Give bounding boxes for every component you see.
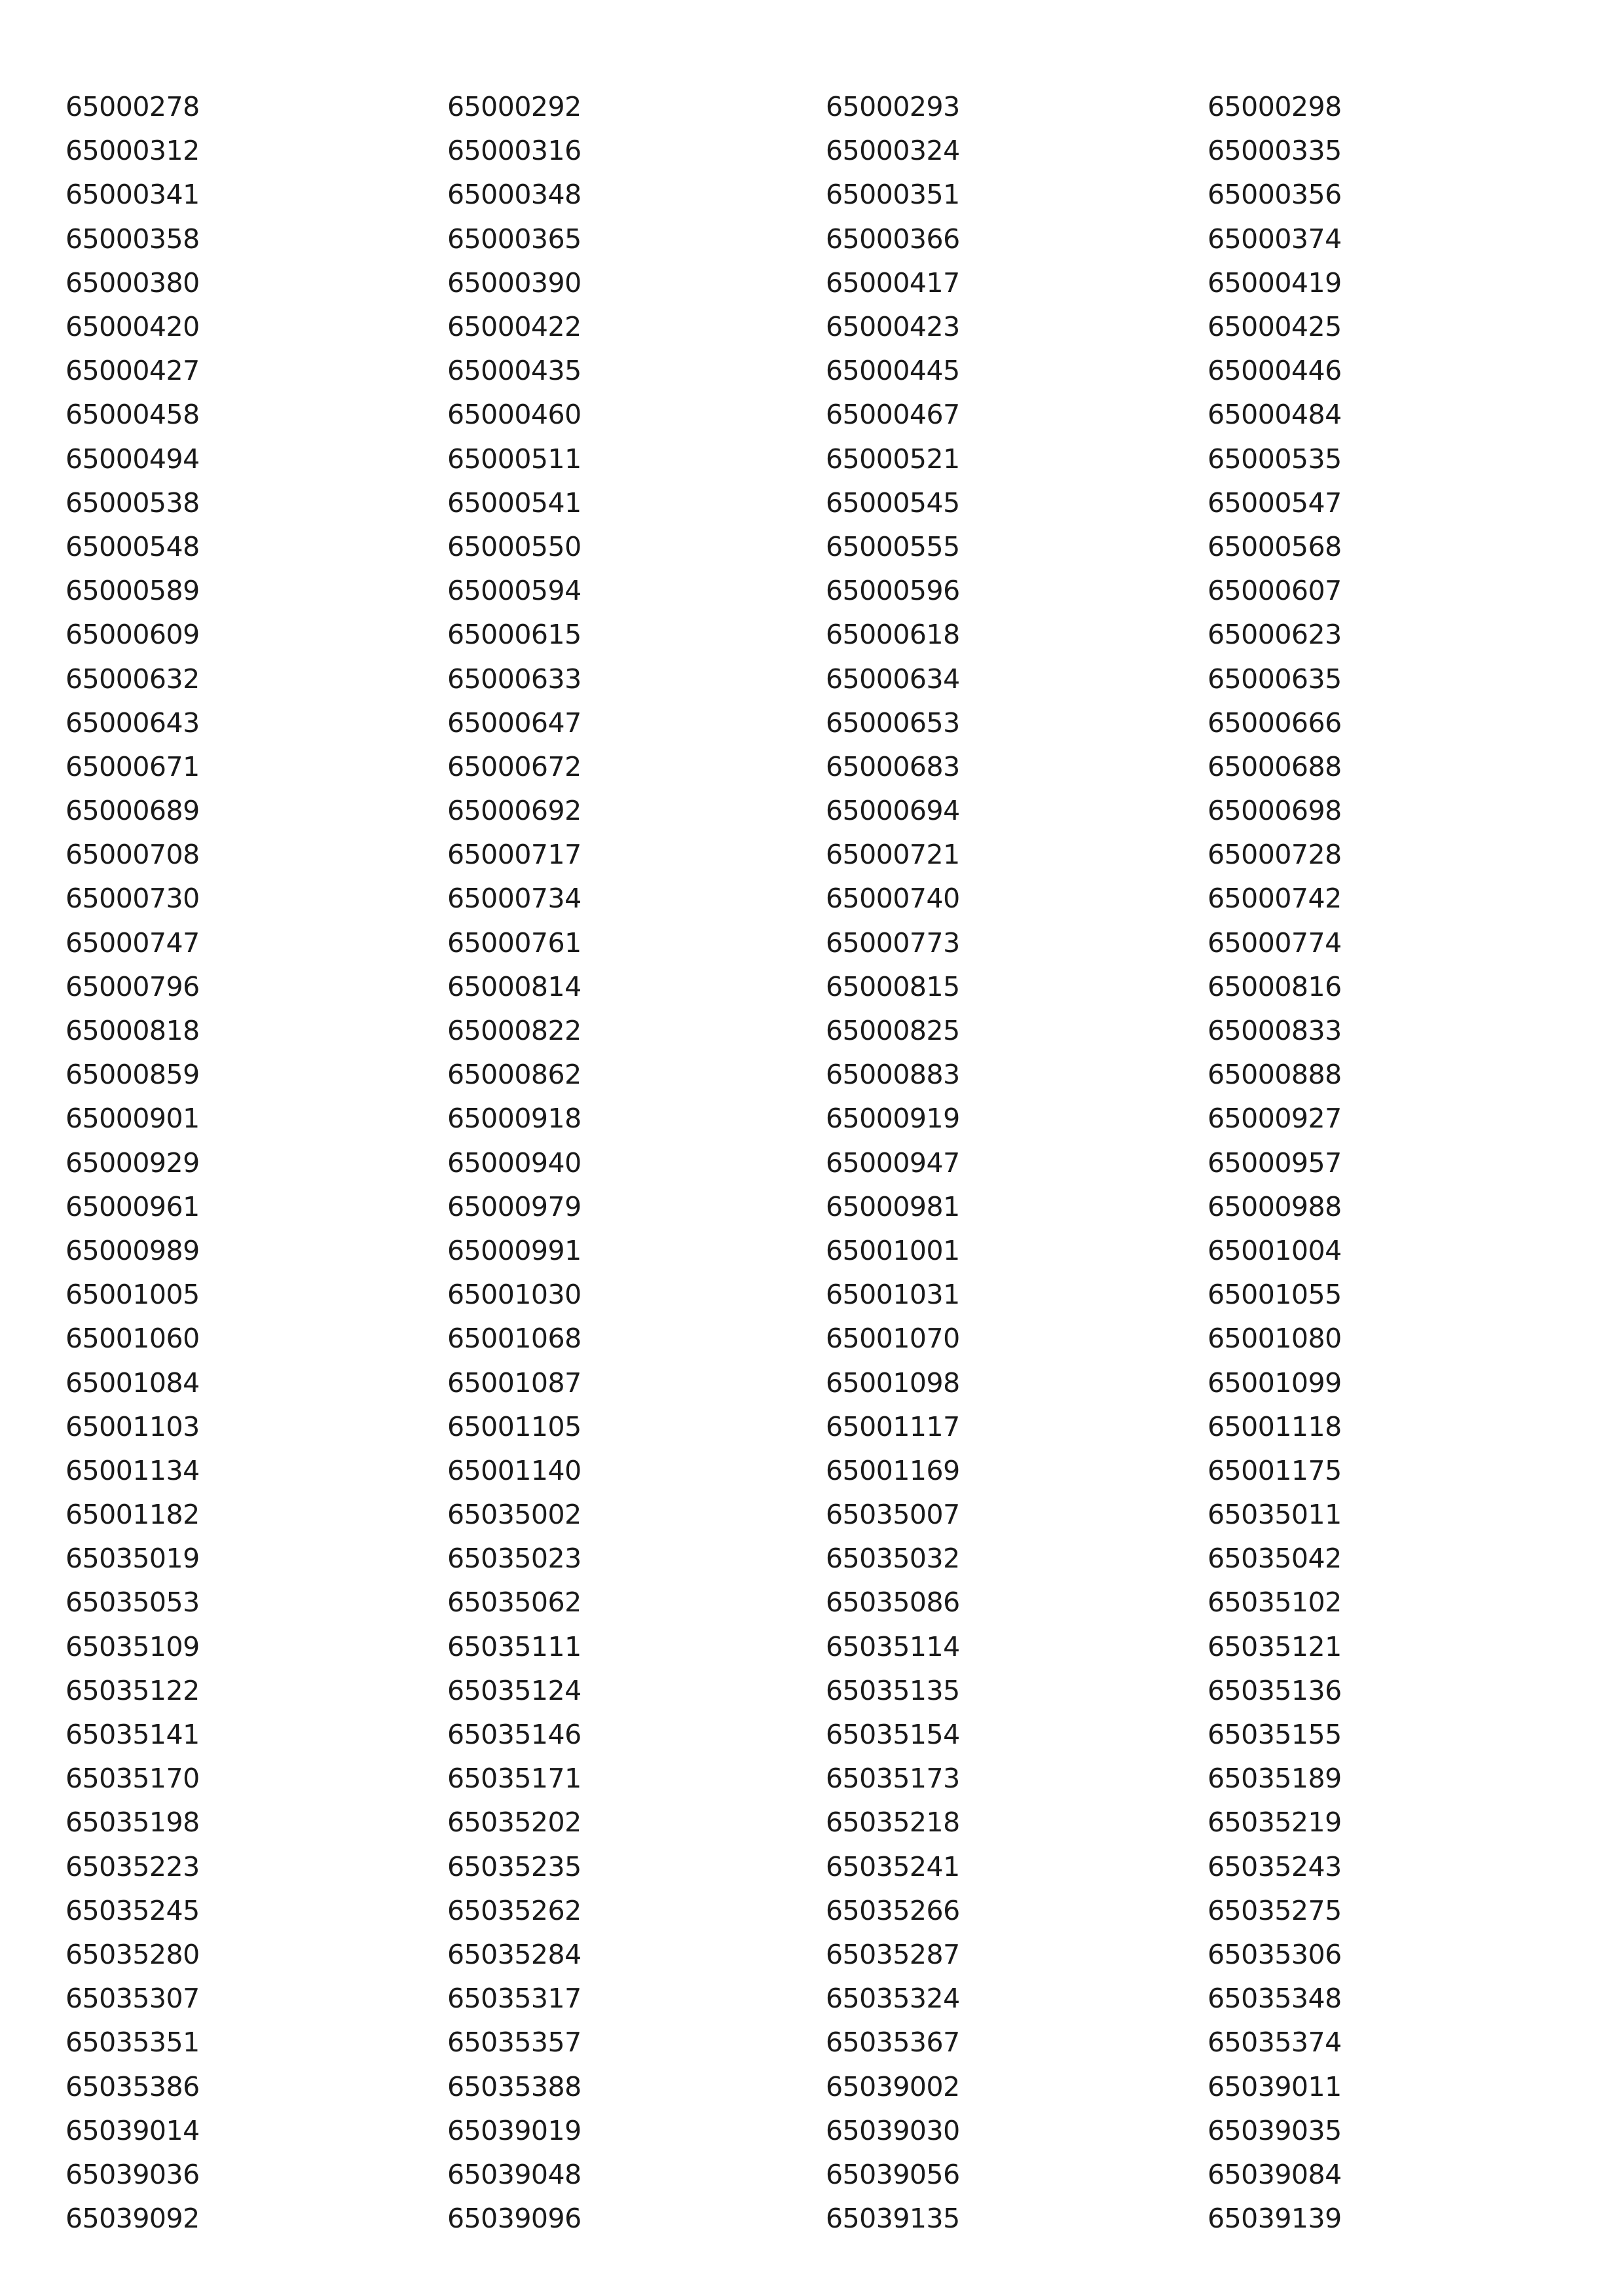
number-cell: 65001080	[1208, 1323, 1342, 1355]
number-cell: 65000589	[65, 575, 200, 607]
number-cell: 65000548	[65, 530, 200, 562]
number-cell: 65000348	[447, 179, 581, 211]
number-row	[65, 2153, 1572, 2197]
number-cell: 65035114	[826, 1630, 960, 1662]
number-cell: 65000366	[826, 223, 960, 255]
number-cell: 65035306	[1208, 1938, 1342, 1970]
number-cell: 65000341	[65, 179, 200, 211]
number-row	[65, 1801, 1572, 1845]
number-cell: 65000417	[826, 266, 960, 299]
number-cell: 65000634	[826, 663, 960, 695]
number-row	[65, 1977, 1572, 2021]
number-cell: 65035086	[826, 1587, 960, 1619]
number-cell: 65000596	[826, 575, 960, 607]
number-cell: 65000883	[826, 1059, 960, 1091]
number-cell: 65001005	[65, 1279, 200, 1311]
number-cell: 65000494	[65, 443, 200, 475]
number-cell: 65000689	[65, 795, 200, 827]
number-row	[65, 2021, 1572, 2065]
number-cell: 65000435	[447, 355, 581, 387]
number-cell: 65001105	[447, 1410, 581, 1442]
number-row	[65, 877, 1572, 921]
number-cell: 65001175	[1208, 1454, 1342, 1486]
number-cell: 65035102	[1208, 1587, 1342, 1619]
number-cell: 65000568	[1208, 530, 1342, 562]
number-row	[65, 921, 1572, 965]
number-cell: 65000365	[447, 223, 581, 255]
number-row	[65, 1229, 1572, 1273]
number-cell: 65000888	[1208, 1059, 1342, 1091]
number-cell: 65000818	[65, 1015, 200, 1047]
number-cell: 65035218	[826, 1807, 960, 1839]
number-row	[65, 1361, 1572, 1405]
number-cell: 65000708	[65, 839, 200, 871]
number-cell: 65035324	[826, 1983, 960, 2015]
number-cell: 65000991	[447, 1234, 581, 1266]
number-cell: 65000683	[826, 750, 960, 782]
number-cell: 65000535	[1208, 443, 1342, 475]
number-cell: 65000989	[65, 1234, 200, 1266]
number-cell: 65001134	[65, 1454, 200, 1486]
number-cell: 65000460	[447, 399, 581, 431]
number-row	[65, 965, 1572, 1009]
number-cell: 65000607	[1208, 575, 1342, 607]
number-row	[65, 1273, 1572, 1317]
number-cell: 65000947	[826, 1147, 960, 1179]
number-cell: 65035223	[65, 1850, 200, 1882]
number-cell: 65000446	[1208, 355, 1342, 387]
number-row	[65, 833, 1572, 877]
number-cell: 65035351	[65, 2027, 200, 2059]
number-row	[65, 85, 1572, 129]
number-cell: 65000423	[826, 311, 960, 343]
number-cell: 65035307	[65, 1983, 200, 2015]
number-cell: 65000647	[447, 707, 581, 739]
number-cell: 65000721	[826, 839, 960, 871]
number-cell: 65000833	[1208, 1015, 1342, 1047]
number-cell: 65000730	[65, 883, 200, 915]
number-row	[65, 1405, 1572, 1449]
number-row	[65, 569, 1572, 613]
number-cell: 65000672	[447, 750, 581, 782]
number-cell: 65035357	[447, 2027, 581, 2059]
number-cell: 65001084	[65, 1367, 200, 1399]
number-cell: 65000312	[65, 135, 200, 167]
number-cell: 65000918	[447, 1103, 581, 1135]
number-cell: 65001055	[1208, 1279, 1342, 1311]
number-row	[65, 1493, 1572, 1537]
number-cell: 65039084	[1208, 2158, 1342, 2190]
number-cell: 65000458	[65, 399, 200, 431]
number-cell: 65035122	[65, 1674, 200, 1706]
number-cell: 65000422	[447, 311, 581, 343]
number-cell: 65000390	[447, 266, 581, 299]
number-cell: 65000796	[65, 970, 200, 1002]
number-cell: 65000734	[447, 883, 581, 915]
number-cell: 65039096	[447, 2203, 581, 2235]
number-cell: 65001001	[826, 1234, 960, 1266]
number-row	[65, 173, 1572, 217]
number-row	[65, 1757, 1572, 1801]
number-cell: 65001118	[1208, 1410, 1342, 1442]
number-cell: 65000298	[1208, 91, 1342, 123]
number-cell: 65035202	[447, 1807, 581, 1839]
number-cell: 65035135	[826, 1674, 960, 1706]
number-row	[65, 1141, 1572, 1185]
number-cell: 65000467	[826, 399, 960, 431]
number-cell: 65000427	[65, 355, 200, 387]
number-cell: 65000484	[1208, 399, 1342, 431]
number-cell: 65000293	[826, 91, 960, 123]
number-cell: 65000555	[826, 530, 960, 562]
number-row	[65, 745, 1572, 789]
number-cell: 65001004	[1208, 1234, 1342, 1266]
number-cell: 65000538	[65, 487, 200, 519]
number-cell: 65000324	[826, 135, 960, 167]
number-cell: 65035287	[826, 1938, 960, 1970]
number-cell: 65000316	[447, 135, 581, 167]
number-row	[65, 2109, 1572, 2153]
number-row	[65, 613, 1572, 657]
number-cell: 65001140	[447, 1454, 581, 1486]
number-row	[65, 1933, 1572, 1977]
number-cell: 65035171	[447, 1763, 581, 1795]
number-cell: 65000511	[447, 443, 581, 475]
number-row	[65, 1185, 1572, 1229]
number-cell: 65035111	[447, 1630, 581, 1662]
number-cell: 65000981	[826, 1190, 960, 1222]
number-cell: 65000374	[1208, 223, 1342, 255]
number-cell: 65000445	[826, 355, 960, 387]
number-cell: 65035109	[65, 1630, 200, 1662]
number-cell: 65035155	[1208, 1719, 1342, 1751]
number-cell: 65035124	[447, 1674, 581, 1706]
number-cell: 65035367	[826, 2027, 960, 2059]
number-cell: 65000545	[826, 487, 960, 519]
number-cell: 65000859	[65, 1059, 200, 1091]
number-cell: 65039019	[447, 2114, 581, 2146]
number-cell: 65035154	[826, 1719, 960, 1751]
number-cell: 65000761	[447, 927, 581, 959]
number-cell: 65000815	[826, 970, 960, 1002]
number-cell: 65001031	[826, 1279, 960, 1311]
number-cell: 65039056	[826, 2158, 960, 2190]
number-cell: 65035241	[826, 1850, 960, 1882]
number-cell: 65001103	[65, 1410, 200, 1442]
number-row	[65, 437, 1572, 481]
number-cell: 65000940	[447, 1147, 581, 1179]
number-cell: 65001117	[826, 1410, 960, 1442]
number-cell: 65000901	[65, 1103, 200, 1135]
number-cell: 65035388	[447, 2070, 581, 2102]
number-cell: 65000717	[447, 839, 581, 871]
number-cell: 65035136	[1208, 1674, 1342, 1706]
number-cell: 65039139	[1208, 2203, 1342, 2235]
number-cell: 65035121	[1208, 1630, 1342, 1662]
number-cell: 65000615	[447, 619, 581, 651]
number-cell: 65000816	[1208, 970, 1342, 1002]
number-cell: 65000358	[65, 223, 200, 255]
number-cell: 65039092	[65, 2203, 200, 2235]
number-cell: 65039030	[826, 2114, 960, 2146]
number-cell: 65000688	[1208, 750, 1342, 782]
number-cell: 65035011	[1208, 1499, 1342, 1531]
number-cell: 65035042	[1208, 1543, 1342, 1575]
number-cell: 65000919	[826, 1103, 960, 1135]
number-cell: 65000961	[65, 1190, 200, 1222]
number-row	[65, 1581, 1572, 1625]
number-cell: 65035173	[826, 1763, 960, 1795]
number-cell: 65001169	[826, 1454, 960, 1486]
number-cell: 65035146	[447, 1719, 581, 1751]
number-cell: 65000278	[65, 91, 200, 123]
number-cell: 65000635	[1208, 663, 1342, 695]
number-cell: 65035275	[1208, 1894, 1342, 1926]
number-cell: 65000671	[65, 750, 200, 782]
number-row	[65, 1317, 1572, 1361]
number-cell: 65000773	[826, 927, 960, 959]
number-cell: 65000653	[826, 707, 960, 739]
number-row	[65, 789, 1572, 833]
number-cell: 65000632	[65, 663, 200, 695]
number-row	[65, 2065, 1572, 2108]
number-row	[65, 525, 1572, 569]
number-cell: 65000825	[826, 1015, 960, 1047]
number-cell: 65039011	[1208, 2070, 1342, 2102]
number-cell: 65035141	[65, 1719, 200, 1751]
number-cell: 65035374	[1208, 2027, 1342, 2059]
number-cell: 65035386	[65, 2070, 200, 2102]
number-cell: 65001182	[65, 1499, 200, 1531]
number-cell: 65000292	[447, 91, 581, 123]
number-cell: 65039036	[65, 2158, 200, 2190]
number-cell: 65035007	[826, 1499, 960, 1531]
number-cell: 65000643	[65, 707, 200, 739]
number-row	[65, 393, 1572, 437]
number-cell: 65000742	[1208, 883, 1342, 915]
number-cell: 65000594	[447, 575, 581, 607]
number-row	[65, 1669, 1572, 1713]
number-cell: 65035284	[447, 1938, 581, 1970]
number-cell: 65000747	[65, 927, 200, 959]
number-cell: 65000988	[1208, 1190, 1342, 1222]
number-cell: 65035053	[65, 1587, 200, 1619]
number-cell: 65035317	[447, 1983, 581, 2015]
number-cell: 65001087	[447, 1367, 581, 1399]
number-cell: 65000698	[1208, 795, 1342, 827]
number-cell: 65035023	[447, 1543, 581, 1575]
number-cell: 65000335	[1208, 135, 1342, 167]
number-row	[65, 1449, 1572, 1493]
number-cell: 65000927	[1208, 1103, 1342, 1135]
number-row	[65, 1053, 1572, 1097]
number-row	[65, 305, 1572, 349]
number-cell: 65000666	[1208, 707, 1342, 739]
number-cell: 65000420	[65, 311, 200, 343]
number-cell: 65035235	[447, 1850, 581, 1882]
number-cell: 65039002	[826, 2070, 960, 2102]
number-cell: 65000380	[65, 266, 200, 299]
number-row	[65, 1889, 1572, 1933]
number-cell: 65000419	[1208, 266, 1342, 299]
number-cell: 65039014	[65, 2114, 200, 2146]
number-cell: 65000425	[1208, 311, 1342, 343]
number-cell: 65000356	[1208, 179, 1342, 211]
number-grid	[65, 85, 1572, 2241]
number-cell: 65000822	[447, 1015, 581, 1047]
number-cell: 65035243	[1208, 1850, 1342, 1882]
number-cell: 65000979	[447, 1190, 581, 1222]
number-cell: 65000547	[1208, 487, 1342, 519]
number-cell: 65035170	[65, 1763, 200, 1795]
number-cell: 65000541	[447, 487, 581, 519]
number-cell: 65035245	[65, 1894, 200, 1926]
number-cell: 65000521	[826, 443, 960, 475]
number-cell: 65000929	[65, 1147, 200, 1179]
number-row	[65, 1097, 1572, 1141]
number-row	[65, 1845, 1572, 1889]
number-row	[65, 1713, 1572, 1757]
number-cell: 65035032	[826, 1543, 960, 1575]
number-cell: 65035002	[447, 1499, 581, 1531]
number-row	[65, 217, 1572, 261]
number-cell: 65000814	[447, 970, 581, 1002]
number-cell: 65001068	[447, 1323, 581, 1355]
number-row	[65, 657, 1572, 701]
number-cell: 65000550	[447, 530, 581, 562]
number-cell: 65000957	[1208, 1147, 1342, 1179]
number-row	[65, 1625, 1572, 1669]
number-cell: 65001030	[447, 1279, 581, 1311]
number-cell: 65000694	[826, 795, 960, 827]
number-cell: 65035198	[65, 1807, 200, 1839]
number-cell: 65035266	[826, 1894, 960, 1926]
number-row	[65, 701, 1572, 745]
number-cell: 65035219	[1208, 1807, 1342, 1839]
number-cell: 65001098	[826, 1367, 960, 1399]
number-cell: 65039035	[1208, 2114, 1342, 2146]
number-cell: 65000862	[447, 1059, 581, 1091]
number-cell: 65001060	[65, 1323, 200, 1355]
number-row	[65, 349, 1572, 393]
number-row	[65, 1009, 1572, 1053]
number-cell: 65039135	[826, 2203, 960, 2235]
number-row	[65, 129, 1572, 173]
number-cell: 65000692	[447, 795, 581, 827]
number-row	[65, 261, 1572, 305]
number-cell: 65035062	[447, 1587, 581, 1619]
number-row	[65, 2197, 1572, 2241]
number-cell: 65000774	[1208, 927, 1342, 959]
number-cell: 65035189	[1208, 1763, 1342, 1795]
number-cell: 65000728	[1208, 839, 1342, 871]
number-cell: 65035262	[447, 1894, 581, 1926]
number-cell: 65001070	[826, 1323, 960, 1355]
number-cell: 65000623	[1208, 619, 1342, 651]
number-cell: 65000618	[826, 619, 960, 651]
number-cell: 65000609	[65, 619, 200, 651]
number-cell: 65001099	[1208, 1367, 1342, 1399]
number-cell: 65039048	[447, 2158, 581, 2190]
number-cell: 65035019	[65, 1543, 200, 1575]
number-cell: 65000740	[826, 883, 960, 915]
number-cell: 65000351	[826, 179, 960, 211]
number-row	[65, 1537, 1572, 1581]
number-cell: 65035348	[1208, 1983, 1342, 2015]
number-row	[65, 481, 1572, 525]
number-cell: 65035280	[65, 1938, 200, 1970]
number-cell: 65000633	[447, 663, 581, 695]
